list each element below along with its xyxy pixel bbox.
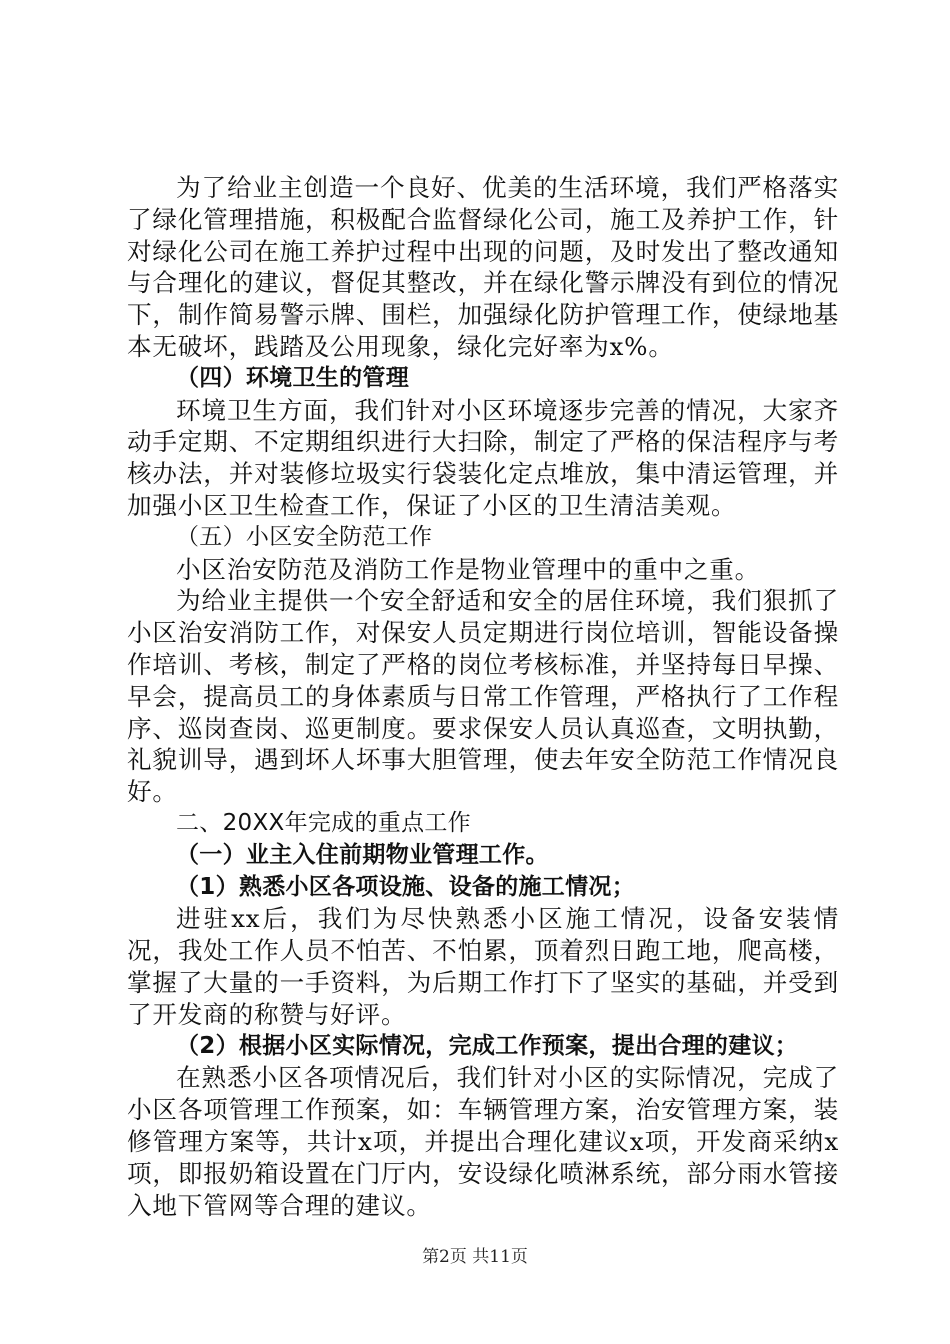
paragraph-work-plan: 在熟悉小区各项情况后，我们针对小区的实际情况，完成了小区各项管理工作预案，如：车辆管理方案，治安管理方案，装修管理方案等，共计x项，并提出合理化建议x项，开发商采纳x项，即报奶箱设置在门厅内，安设绿化喷淋系统，部分雨水管接入地下管网等合理的建议。	[127, 1063, 839, 1220]
heading-facilities: （1）熟悉小区各项设施、设备的施工情况；	[176, 873, 636, 900]
heading-environment-hygiene: （四）环境卫生的管理	[176, 364, 409, 391]
paragraph-greening: 为了给业主创造一个良好、优美的生活环境，我们严格落实了绿化管理措施，积极配合监督绿化公司，施工及养护工作，针对绿化公司在施工养护过程中出现的问题，及时发出了整改通知与合理化的建议，督促其整改，并在绿化警示牌没有到位的情况下，制作简易警示牌、围栏，加强绿化防护管理工作，使绿地基本无破坏，践踏及公用现象，绿化完好率为x%。	[127, 173, 839, 361]
document-body	[127, 172, 839, 1221]
paragraph-safety-intro: 小区治安防范及消防工作是物业管理中的重中之重。	[176, 554, 761, 584]
paragraph-safety-detail: 为给业主提供一个安全舒适和安全的居住环境，我们狠抓了小区治安消防工作，对保安人员定期进行岗位培训，智能设备操作培训、考核，制定了严格的岗位考核标准，并坚持每日早操、早会，提高员工的身体素质与日常工作管理，严格执行了工作程序、巡岗查岗、巡更制度。要求保安人员认真巡查，文明执勤，礼貌训导，遇到坏人坏事大胆管理，使去年安全防范工作情况良好。	[127, 586, 839, 807]
paragraph-hygiene: 环境卫生方面，我们针对小区环境逐步完善的情况，大家齐动手定期、不定期组织进行大扫除，制定了严格的保洁程序与考核办法，并对装修垃圾实行袋装化定点堆放，集中清运管理，并加强小区卫生检查工作，保证了小区的卫生清洁美观。	[127, 395, 839, 520]
heading-key-work: 二、20XX年完成的重点工作	[176, 809, 471, 836]
paragraph-facilities: 进驻xx后，我们为尽快熟悉小区施工情况，设备安装情况，我处工作人员不怕苦、不怕累，顶着烈日跑工地，爬高楼，掌握了大量的一手资料，为后期工作打下了坚实的基础，并受到了开发商的称赞与好评。	[127, 904, 839, 1029]
heading-work-plan: （2）根据小区实际情况，完成工作预案，提出合理的建议；	[176, 1032, 799, 1059]
heading-safety-prevention: （五）小区安全防范工作	[176, 523, 433, 550]
page-number-footer: 第2页 共11页	[422, 1247, 528, 1267]
heading-pre-occupancy: （一）业主入住前期物业管理工作。	[176, 841, 549, 868]
